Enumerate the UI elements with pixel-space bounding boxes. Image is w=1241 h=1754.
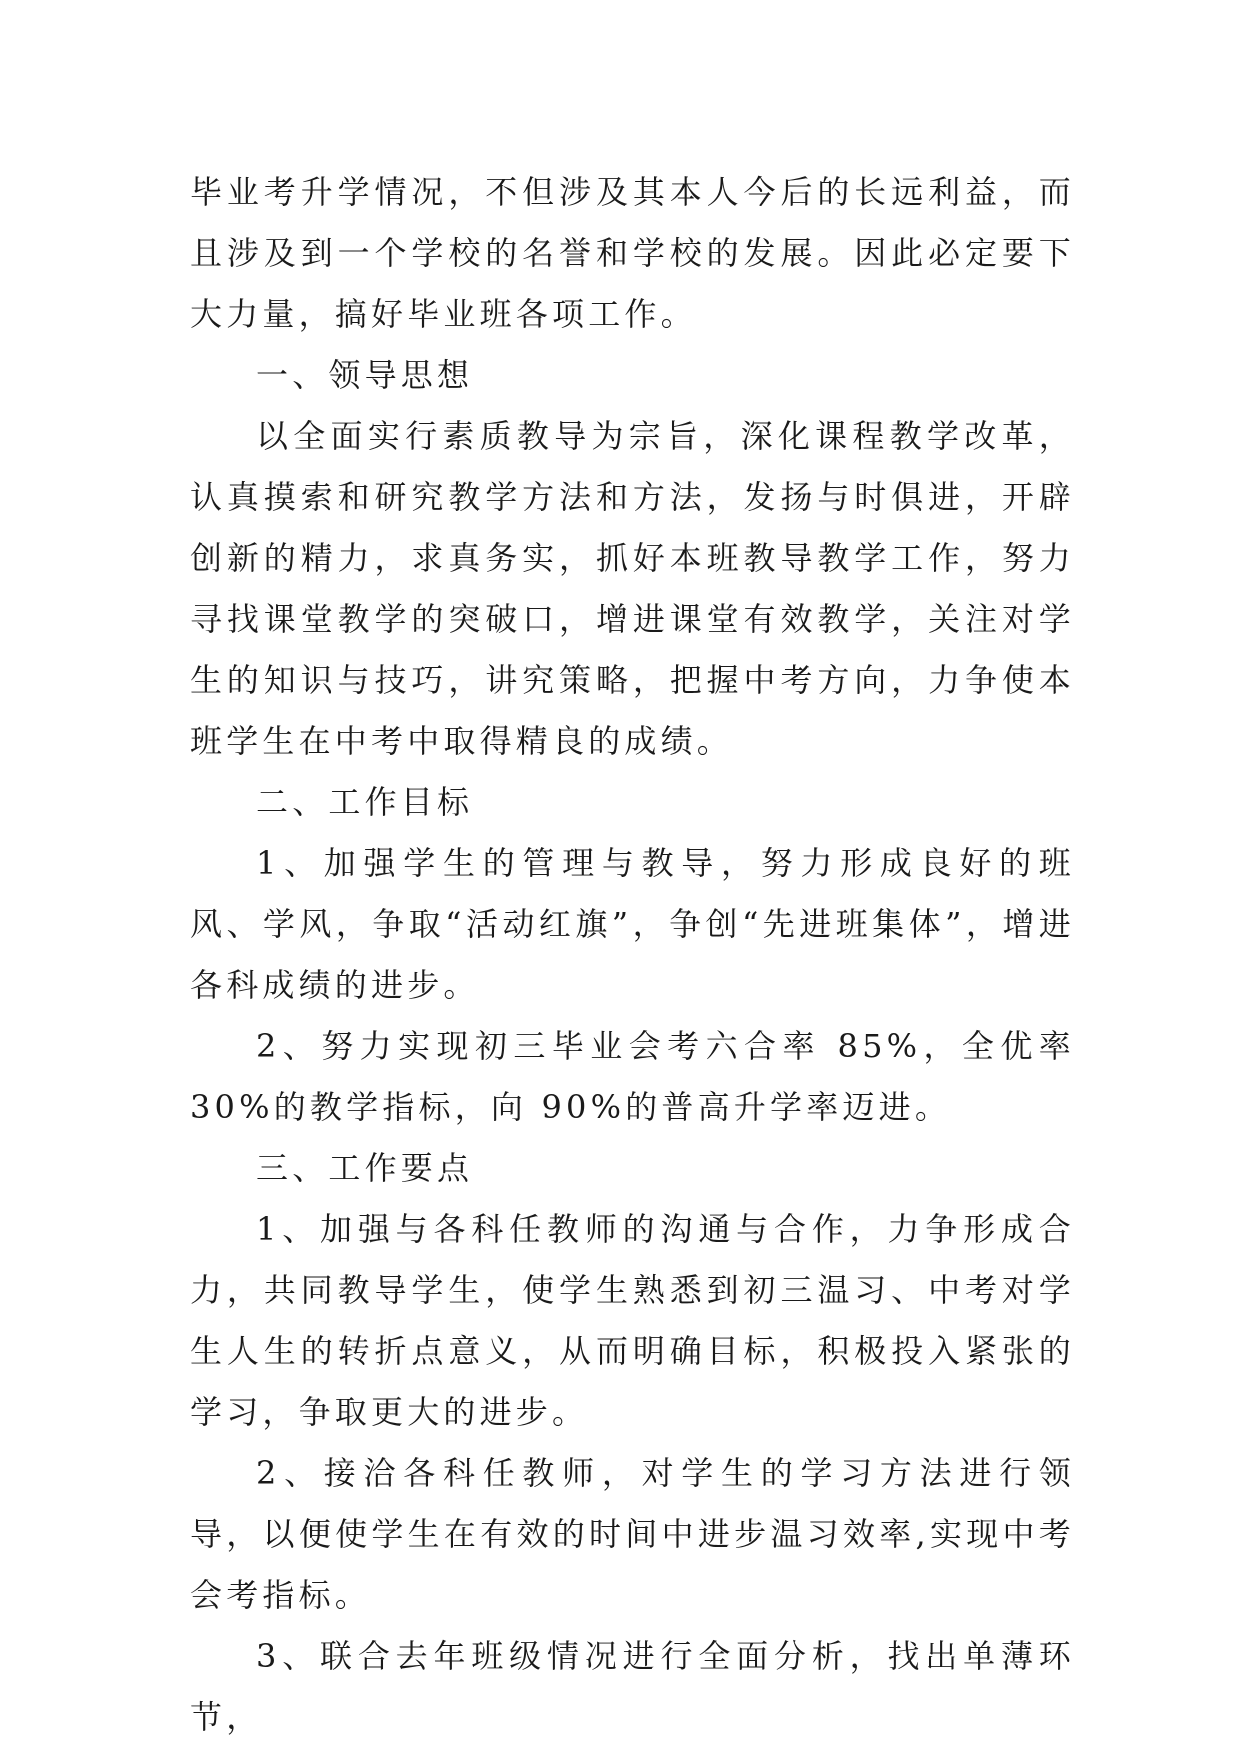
document-body — [190, 162, 1075, 1748]
paragraph-goal-1: 1、加强学生的管理与教导，努力形成良好的班风、学风，争取“活动红旗”，争创“先进班集体”，增进各科成绩的进步。 — [190, 844, 1075, 1004]
paragraph-point-2: 2、接洽各科任教师，对学生的学习方法进行领导，以便使学生在有效的时间中进步温习效率,实现中考会考指标。 — [190, 1454, 1075, 1614]
section-heading-guiding-thought: 一、领导思想 — [256, 356, 474, 394]
section-heading-work-points: 三、工作要点 — [256, 1149, 474, 1187]
paragraph-point-1: 1、加强与各科任教师的沟通与合作，力争形成合力，共同教导学生，使学生熟悉到初三温习、中考对学生人生的转折点意义，从而明确目标，积极投入紧张的学习，争取更大的进步。 — [190, 1210, 1075, 1431]
paragraph-guiding-thought: 以全面实行素质教导为宗旨，深化课程教学改革，认真摸索和研究教学方法和方法，发扬与时俱进，开辟创新的精力，求真务实，抓好本班教导教学工作，努力寻找课堂教学的突破口，增进课堂有效教学，关注对学生的知识与技巧，讲究策略，把握中考方向，力争使本班学生在中考中取得精良的成绩。 — [190, 417, 1075, 760]
paragraph-goal-2: 2、努力实现初三毕业会考六合率 85%，全优率 30%的教学指标，向 90%的普高升学率迈进。 — [190, 1027, 1075, 1126]
paragraph-continuation: 毕业考升学情况，不但涉及其本人今后的长远利益，而且涉及到一个学校的名誉和学校的发展。因此必定要下大力量，搞好毕业班各项工作。 — [190, 173, 1075, 333]
section-heading-work-goals: 二、工作目标 — [256, 783, 474, 821]
paragraph-point-3: 3、联合去年班级情况进行全面分析，找出单薄环节， — [190, 1637, 1075, 1736]
